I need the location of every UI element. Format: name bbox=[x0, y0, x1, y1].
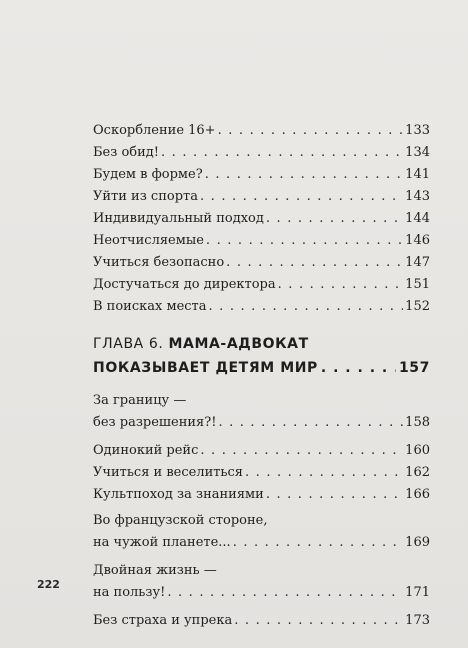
toc-entry-title-line1: Двойная жизнь — bbox=[93, 563, 217, 578]
dot-leader bbox=[200, 190, 403, 203]
dot-leader bbox=[205, 168, 403, 181]
toc-entry bbox=[93, 137, 430, 159]
toc-entry-title: Индивидуальный подход bbox=[93, 211, 264, 226]
toc-entry-page: 151 bbox=[405, 277, 430, 292]
dot-leader bbox=[233, 536, 403, 549]
page-number: 222 bbox=[37, 578, 60, 591]
dot-leader bbox=[321, 361, 396, 375]
toc-entry-title: Учиться и веселиться bbox=[93, 465, 243, 480]
table-of-contents bbox=[93, 115, 430, 627]
dot-leader bbox=[200, 444, 403, 457]
toc-entry-title-line1: За границу — bbox=[93, 393, 187, 408]
toc-entry-page: 144 bbox=[405, 211, 430, 226]
toc-entry bbox=[93, 159, 430, 181]
toc-entry bbox=[93, 479, 430, 501]
toc-entry-title: Учиться безопасно bbox=[93, 255, 225, 270]
dot-leader bbox=[226, 256, 403, 269]
toc-entry bbox=[93, 555, 430, 599]
toc-entry-title: на чужой планете... bbox=[93, 535, 231, 550]
dot-leader bbox=[278, 278, 404, 291]
toc-entry-page: 141 bbox=[405, 167, 430, 182]
toc-entry bbox=[93, 291, 430, 313]
dot-leader bbox=[266, 488, 403, 501]
chapter-heading bbox=[93, 329, 430, 375]
dot-leader bbox=[218, 124, 404, 137]
toc-entry bbox=[93, 505, 430, 549]
toc-entry bbox=[93, 385, 430, 429]
toc-entry bbox=[93, 435, 430, 457]
toc-entry bbox=[93, 203, 430, 225]
chapter-prefix: ГЛАВА 6. bbox=[93, 336, 164, 352]
dot-leader bbox=[245, 466, 403, 479]
toc-entry-title: Культпоход за знаниями bbox=[93, 487, 264, 502]
toc-entry-title-line1: Во французской стороне, bbox=[93, 513, 268, 528]
toc-entry-page: 171 bbox=[405, 585, 430, 600]
toc-entry bbox=[93, 247, 430, 269]
dot-leader bbox=[234, 614, 403, 627]
toc-entry-title: Одинокий рейс bbox=[93, 443, 199, 458]
toc-entry-page: 158 bbox=[405, 415, 430, 430]
toc-entry-page: 147 bbox=[405, 255, 430, 270]
toc-entry-title: Уйти из спорта bbox=[93, 189, 198, 204]
dot-leader bbox=[167, 586, 403, 599]
dot-leader bbox=[218, 416, 403, 429]
toc-entry-page: 152 bbox=[405, 299, 430, 314]
dot-leader bbox=[266, 212, 403, 225]
chapter-page: 157 bbox=[398, 360, 430, 376]
toc-entry-title: на пользу! bbox=[93, 585, 166, 600]
toc-entry-title: В поисках места bbox=[93, 299, 207, 314]
toc-entry-page: 146 bbox=[405, 233, 430, 248]
toc-entry-page: 169 bbox=[405, 535, 430, 550]
toc-entry-page: 162 bbox=[405, 465, 430, 480]
dot-leader bbox=[206, 234, 403, 247]
toc-entry-page: 166 bbox=[405, 487, 430, 502]
dot-leader bbox=[161, 146, 403, 159]
toc-entry-page: 143 bbox=[405, 189, 430, 204]
toc-entry bbox=[93, 181, 430, 203]
toc-entry-page: 133 bbox=[405, 123, 430, 138]
toc-entry-title: Без обид! bbox=[93, 145, 160, 160]
chapter-title-line2: ПОКАЗЫВАЕТ ДЕТЯМ МИР bbox=[93, 360, 318, 376]
toc-entry-page: 173 bbox=[405, 613, 430, 628]
toc-entry bbox=[93, 225, 430, 247]
toc-entry-page: 134 bbox=[405, 145, 430, 160]
toc-entry bbox=[93, 269, 430, 291]
chapter-title-line1: МАМА-АДВОКАТ bbox=[168, 336, 309, 352]
toc-entry-title: Достучаться до директора bbox=[93, 277, 276, 292]
toc-entry bbox=[93, 605, 430, 627]
toc-entry-page: 160 bbox=[405, 443, 430, 458]
toc-entry-title: без разрешения?! bbox=[93, 415, 217, 430]
toc-entry-title: Без страха и упрека bbox=[93, 613, 233, 628]
toc-entry bbox=[93, 457, 430, 479]
toc-entry-title: Будем в форме? bbox=[93, 167, 203, 182]
toc-entry-title: Оскорбление 16+ bbox=[93, 123, 216, 138]
toc-entry bbox=[93, 115, 430, 137]
dot-leader bbox=[209, 300, 404, 313]
toc-entry-title: Неотчисляемые bbox=[93, 233, 204, 248]
